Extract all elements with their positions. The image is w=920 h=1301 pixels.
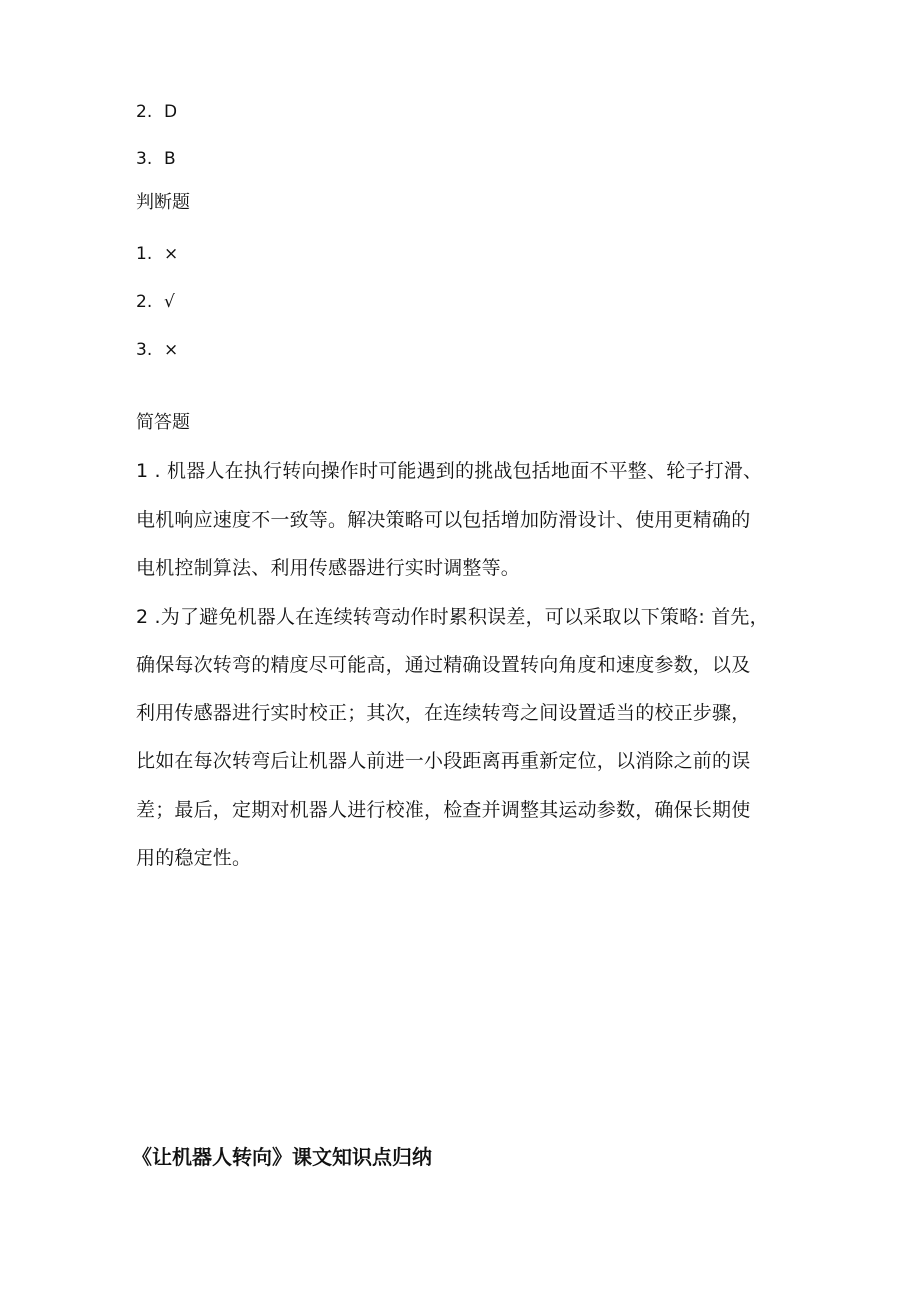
short-answer-2-line: 差；最后，定期对机器人进行校准，检查并调整其运动参数，确保长期使 bbox=[136, 799, 751, 821]
answer-number: 2. bbox=[136, 102, 153, 122]
choice-answer bbox=[136, 149, 176, 169]
section-title: 《让机器人转向》课文知识点归纳 bbox=[132, 1145, 432, 1169]
answer-value: × bbox=[164, 244, 179, 264]
answer-value: B bbox=[164, 149, 176, 169]
short-answer-1-line: 电机响应速度不一致等。解决策略可以包括增加防滑设计、使用更精确的 bbox=[136, 509, 751, 531]
short-answer-1-line: 电机控制算法、利用传感器进行实时调整等。 bbox=[136, 557, 521, 579]
judge-answer bbox=[136, 244, 178, 264]
judge-answer bbox=[136, 292, 175, 312]
answer-number: 3. bbox=[136, 149, 153, 169]
short-answer-heading: 简答题 bbox=[136, 412, 190, 433]
judge-heading: 判断题 bbox=[136, 192, 190, 213]
answer-number: 1. bbox=[136, 244, 153, 264]
short-answer-2-line: 2 .为了避免机器人在连续转弯动作时累积误差，可以采取以下策略: 首先， bbox=[136, 606, 769, 628]
short-answer-2-line: 利用传感器进行实时校正；其次，在连续转弯之间设置适当的校正步骤， bbox=[136, 702, 751, 724]
answer-value: D bbox=[164, 102, 178, 122]
choice-answer bbox=[136, 102, 177, 122]
answer-value: × bbox=[164, 340, 179, 360]
short-answer-1-line: 1 . 机器人在执行转向操作时可能遇到的挑战包括地面不平整、轮子打滑、 bbox=[136, 460, 763, 482]
judge-answer bbox=[136, 340, 178, 360]
short-answer-2-line: 比如在每次转弯后让机器人前进一小段距离再重新定位，以消除之前的误 bbox=[136, 750, 751, 772]
short-answer-2-line: 确保每次转弯的精度尽可能高，通过精确设置转向角度和速度参数，以及 bbox=[136, 654, 751, 676]
short-answer-2-line: 用的稳定性。 bbox=[136, 847, 252, 869]
answer-value: √ bbox=[164, 292, 175, 312]
answer-number: 2. bbox=[136, 292, 153, 312]
answer-number: 3. bbox=[136, 340, 153, 360]
